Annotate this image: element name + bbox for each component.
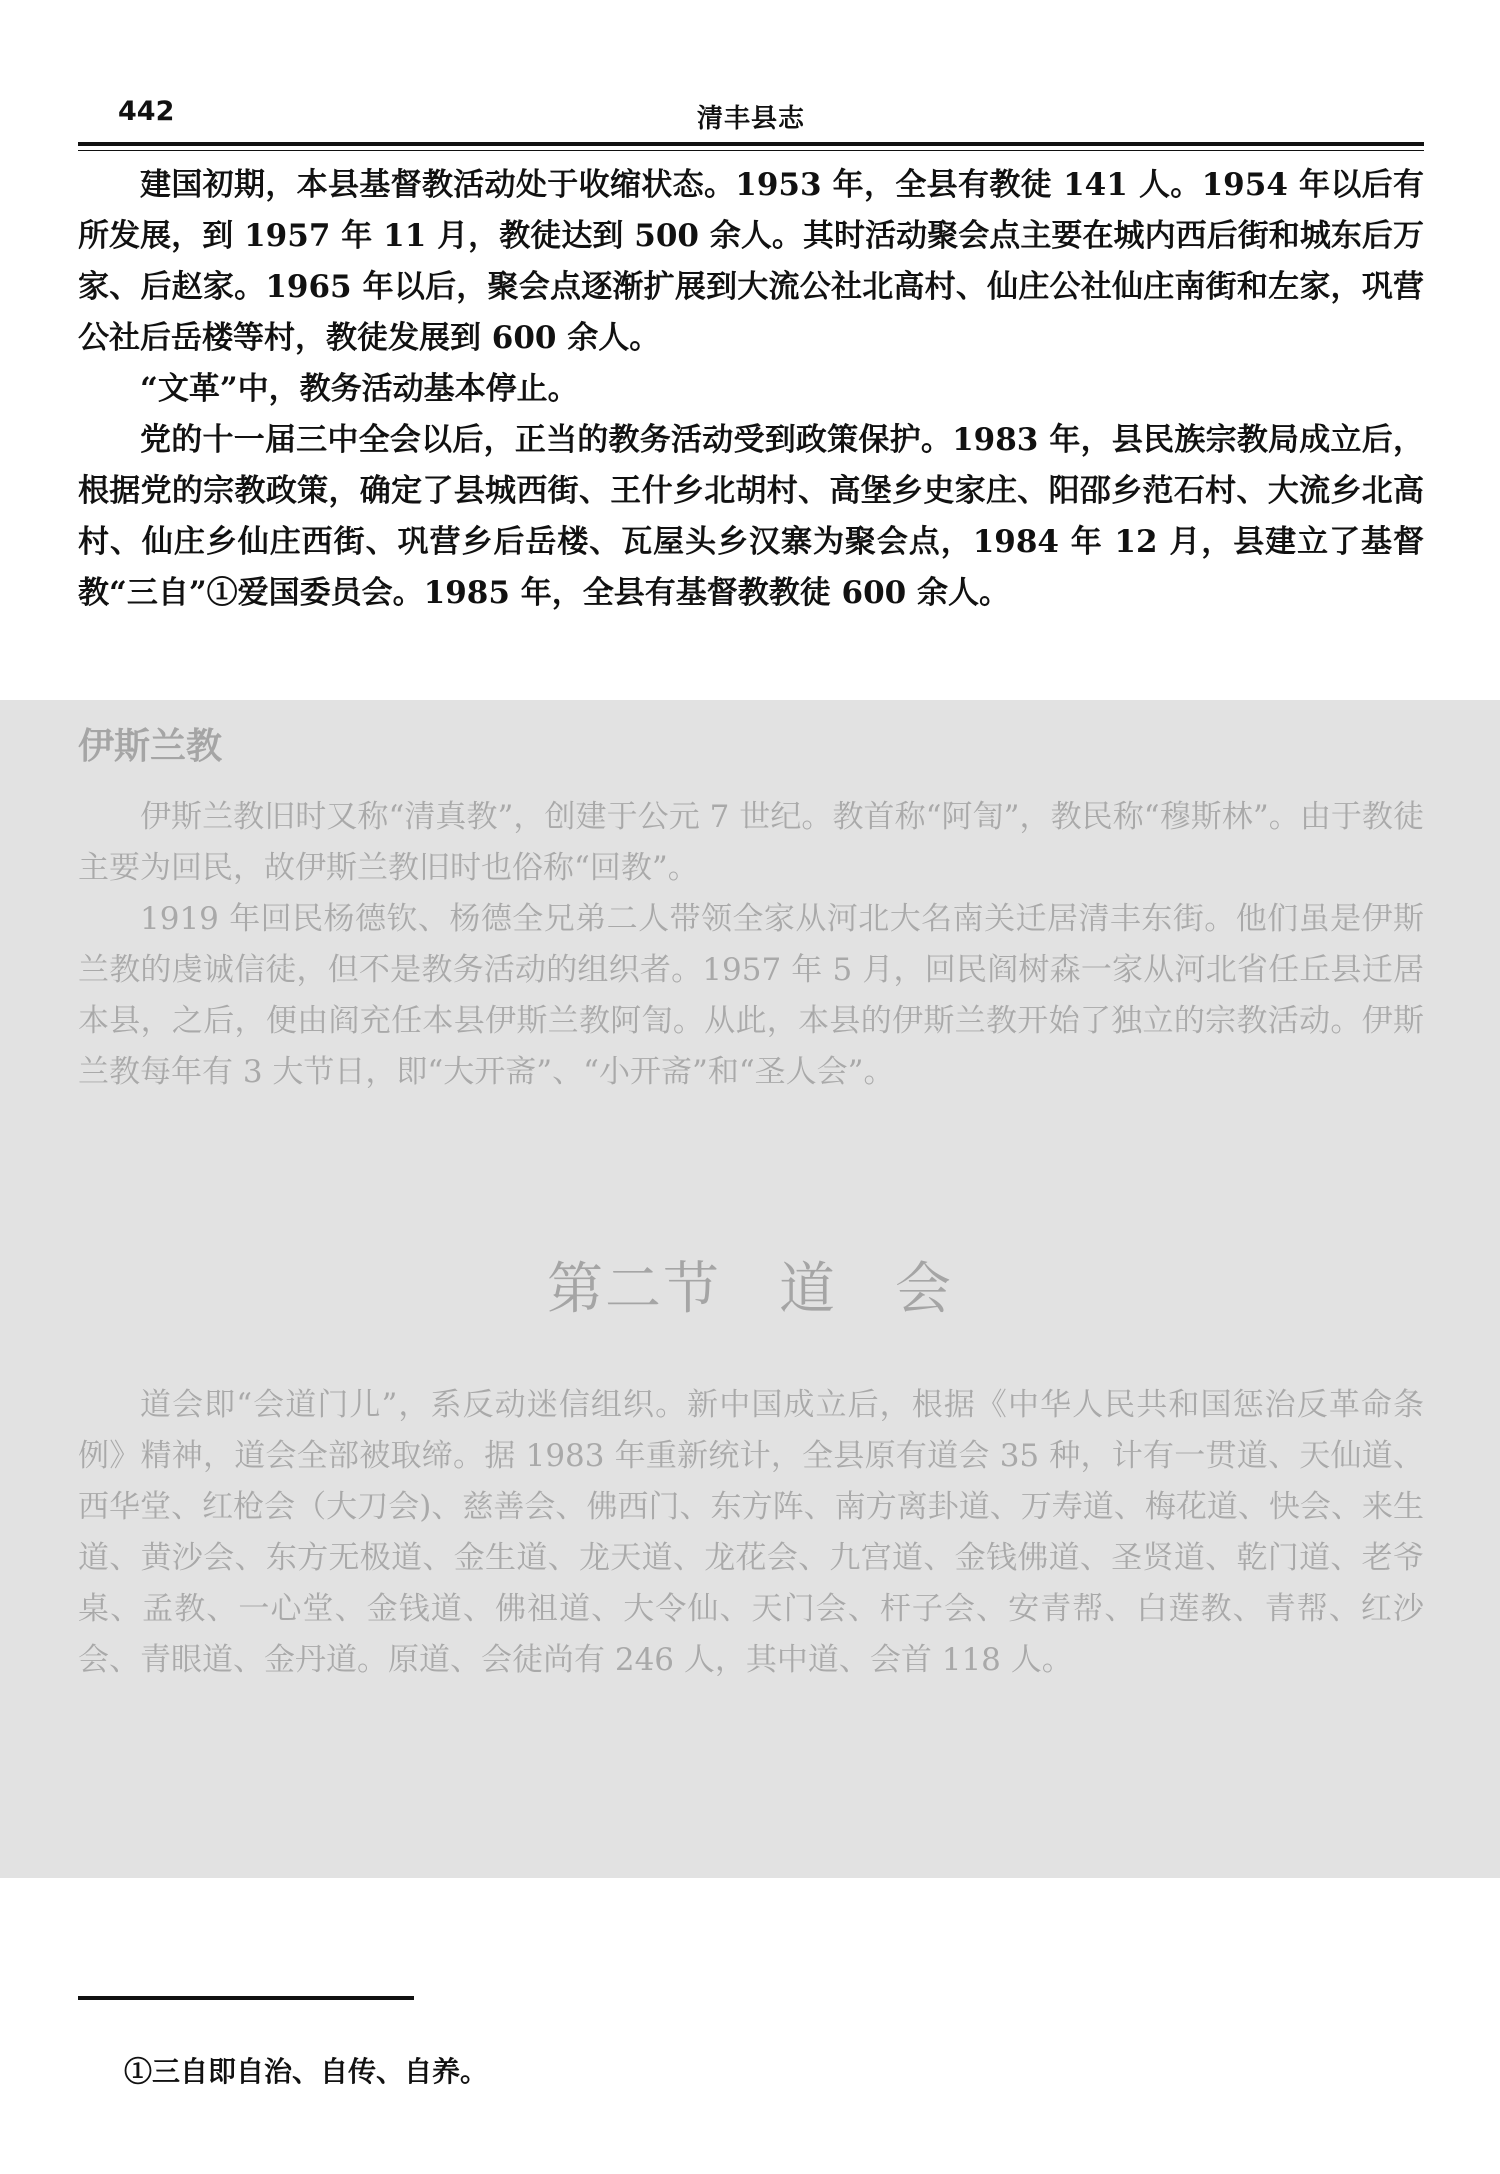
header-rule bbox=[78, 142, 1424, 146]
paragraph: “文革”中，教务活动基本停止。 bbox=[140, 371, 579, 407]
highlighted-region bbox=[0, 700, 1500, 1878]
paragraph: 伊斯兰教旧时又称“清真教”，创建于公元 7 世纪。教首称“阿訇”，教民称“穆斯林”。由于教徒主要为回民，故伊斯兰教旧时也俗称“回教”。 bbox=[78, 799, 1424, 886]
footnote-rule bbox=[78, 1996, 414, 2000]
header-rule-thin bbox=[78, 150, 1424, 151]
islam-heading: 伊斯兰教 bbox=[78, 726, 223, 767]
section-title: 第二节 道 会 bbox=[547, 1257, 953, 1322]
footnote: ①三自即自治、自传、自养。 bbox=[124, 2055, 489, 2088]
page-header bbox=[78, 88, 1424, 140]
page-number: 442 bbox=[118, 96, 175, 127]
paragraph: 党的十一届三中全会以后，正当的教务活动受到政策保护。1983 年，县民族宗教局成立后，根据党的宗教政策，确定了县城西街、王什乡北胡村、高堡乡史家庄、阳邵乡范石村、大流乡北高村、仙庄乡仙庄西街、巩营乡后岳楼、瓦屋头乡汉寨为聚会点，1984 年 12 月，县建立了基督教“三自”①爱国委员会。1985 年，全县有基督教教徒 600 余人。 bbox=[78, 422, 1424, 611]
paragraph: 1919 年回民杨德钦、杨德全兄弟二人带领全家从河北大名南关迁居清丰东街。他们虽是伊斯兰教的虔诚信徒，但不是教务活动的组织者。1957 年 5 月，回民阎树森一家从河北省任丘县迁居本县，之后，便由阎充任本县伊斯兰教阿訇。从此，本县的伊斯兰教开始了独立的宗教活动。伊斯兰教每年有 3 大节日，即“大开斋”、“小开斋”和“圣人会”。 bbox=[78, 901, 1424, 1090]
book-title: 清丰县志 bbox=[696, 104, 805, 134]
paragraph: 道会即“会道门儿”，系反动迷信组织。新中国成立后，根据《中华人民共和国惩治反革命条例》精神，道会全部被取缔。据 1983 年重新统计，全县原有道会 35 种，计有一贯道、天仙道、西华堂、红枪会（大刀会)、慈善会、佛西门、东方阵、南方离卦道、万寿道、梅花道、快会、来生道、黄沙会、东方无极道、金生道、龙天道、龙花会、九宫道、金钱佛道、圣贤道、乾门道、老爷桌、孟教、一心堂、金钱道、佛祖道、大令仙、天门会、杆子会、安青帮、白莲教、青帮、红沙会、青眼道、金丹道。原道、会徒尚有 246 人，其中道、会首 118 人。 bbox=[78, 1387, 1424, 1678]
christianity-text bbox=[78, 160, 1424, 619]
islam-text bbox=[78, 792, 1424, 1098]
daohui-text bbox=[78, 1380, 1424, 1686]
paragraph: 建国初期，本县基督教活动处于收缩状态。1953 年，全县有教徒 141 人。1954 年以后有所发展，到 1957 年 11 月，教徒达到 500 余人。其时活动聚会点主要在城内西后街和城东后万家、后赵家。1965 年以后，聚会点逐渐扩展到大流公社北高村、仙庄公社仙庄南街和左家，巩营公社后岳楼等村，教徒发展到 600 余人。 bbox=[78, 167, 1424, 356]
